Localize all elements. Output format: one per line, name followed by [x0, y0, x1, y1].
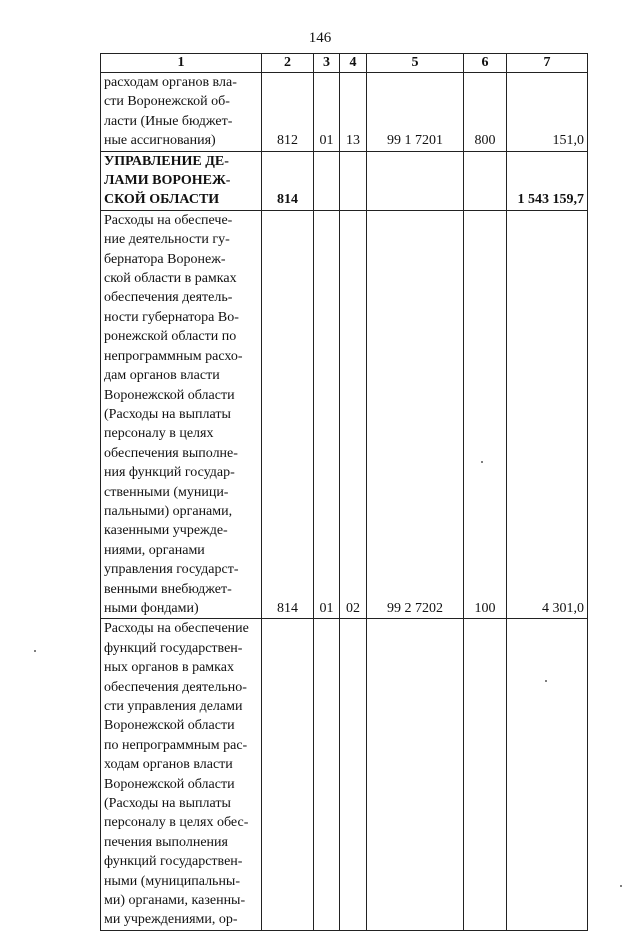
- description-line: персоналу в целях: [104, 426, 214, 442]
- subsection-cell: 02: [340, 210, 367, 619]
- table-row: [101, 619, 588, 931]
- budget-code-cell: 812: [262, 73, 314, 152]
- description-line: сти управления делами: [104, 699, 243, 714]
- description-line: Расходы на обеспечение: [104, 621, 249, 637]
- description-line: печения выполнения: [104, 834, 228, 850]
- description-line: по непрограммным рас-: [104, 737, 248, 753]
- header-col-1: 1: [101, 54, 262, 73]
- description-line: дам органов власти: [104, 368, 220, 384]
- description-line: ние деятельности гу-: [104, 232, 230, 248]
- description-line: ласти (Иные бюджет-: [104, 113, 233, 129]
- amount-cell: 1 543 159,7: [507, 151, 588, 210]
- description-line: ми учреждениями, ор-: [104, 912, 238, 928]
- description-line: ми) органами, казенны-: [104, 893, 246, 909]
- description-line: УПРАВЛЕНИЕ ДЕ-: [104, 153, 229, 169]
- description-line: Воронежской области: [104, 718, 235, 734]
- subsection-cell: [340, 619, 367, 931]
- description-line: пальными) органами,: [104, 503, 233, 519]
- description-line: ными (муниципальны-: [104, 873, 241, 889]
- description-line: Воронежской области: [104, 776, 235, 792]
- description-line: функций государствен-: [104, 640, 243, 656]
- budget-table: [100, 53, 588, 931]
- description-cell: [101, 210, 262, 619]
- scan-speck: [481, 461, 483, 463]
- description-line: непрограммным расхо-: [104, 348, 243, 364]
- description-line: управления государст-: [104, 562, 239, 578]
- description-line: ронежской области по: [104, 329, 237, 345]
- description-line: ные ассигнования): [104, 133, 216, 149]
- target-article-cell: [367, 619, 464, 931]
- description-line: обеспечения выполне-: [104, 445, 238, 461]
- section-cell: 01: [314, 210, 340, 619]
- description-line: Воронежской области: [104, 387, 235, 403]
- header-col-7: 7: [507, 54, 588, 73]
- description-line: обеспечения деятельно-: [104, 679, 247, 695]
- table-row: [101, 73, 588, 152]
- description-line: (Расходы на выплаты: [104, 406, 231, 422]
- section-cell: [314, 151, 340, 210]
- scan-speck: [545, 680, 547, 682]
- expense-type-cell: 100: [464, 210, 507, 619]
- description-line: ными фондами): [104, 600, 199, 616]
- table-row: [101, 151, 588, 210]
- description-line: венными внебюджет-: [104, 581, 232, 597]
- target-article-cell: [367, 151, 464, 210]
- header-col-5: 5: [367, 54, 464, 73]
- expense-type-cell: [464, 151, 507, 210]
- amount-cell: 4 301,0: [507, 210, 588, 619]
- table-header-row: [101, 54, 588, 73]
- scan-speck: [34, 650, 36, 652]
- description-cell: [101, 151, 262, 210]
- expense-type-cell: 800: [464, 73, 507, 152]
- expense-type-cell: [464, 619, 507, 931]
- scan-speck: [620, 885, 622, 887]
- budget-code-cell: [262, 619, 314, 931]
- description-line: СКОЙ ОБЛАСТИ: [104, 192, 220, 208]
- description-line: ходам органов власти: [104, 757, 233, 773]
- section-cell: 01: [314, 73, 340, 152]
- description-cell: [101, 619, 262, 931]
- budget-code-cell: 814: [262, 210, 314, 619]
- description-line: ности губернатора Во-: [104, 309, 239, 325]
- description-line: обеспечения деятель-: [104, 290, 233, 306]
- description-line: функций государствен-: [104, 854, 243, 870]
- section-cell: [314, 619, 340, 931]
- page-number: 146: [308, 30, 332, 46]
- header-col-2: 2: [262, 54, 314, 73]
- description-line: ния функций государ-: [104, 465, 235, 481]
- description-cell: [101, 73, 262, 152]
- description-line: ской области в рамках: [104, 271, 237, 287]
- description-line: персоналу в целях обес-: [104, 815, 249, 831]
- amount-cell: [507, 619, 588, 931]
- description-line: ЛАМИ ВОРОНЕЖ-: [104, 173, 231, 189]
- description-line: сти Воронежской об-: [104, 94, 230, 110]
- header-col-3: 3: [314, 54, 340, 73]
- description-line: (Расходы на выплаты: [104, 796, 231, 812]
- description-line: Расходы на обеспече-: [104, 212, 233, 228]
- target-article-cell: 99 2 7202: [367, 210, 464, 619]
- subsection-cell: [340, 151, 367, 210]
- header-col-4: 4: [340, 54, 367, 73]
- description-line: ственными (муници-: [104, 484, 229, 500]
- description-line: казенными учрежде-: [104, 523, 228, 539]
- target-article-cell: 99 1 7201: [367, 73, 464, 152]
- description-line: расходам органов вла-: [104, 75, 237, 90]
- description-line: ниями, органами: [104, 542, 205, 558]
- description-line: бернатора Воронеж-: [104, 251, 226, 267]
- amount-cell: 151,0: [507, 73, 588, 152]
- description-line: ных органов в рамках: [104, 660, 234, 676]
- header-col-6: 6: [464, 54, 507, 73]
- subsection-cell: 13: [340, 73, 367, 152]
- table-row: [101, 210, 588, 619]
- budget-code-cell: 814: [262, 151, 314, 210]
